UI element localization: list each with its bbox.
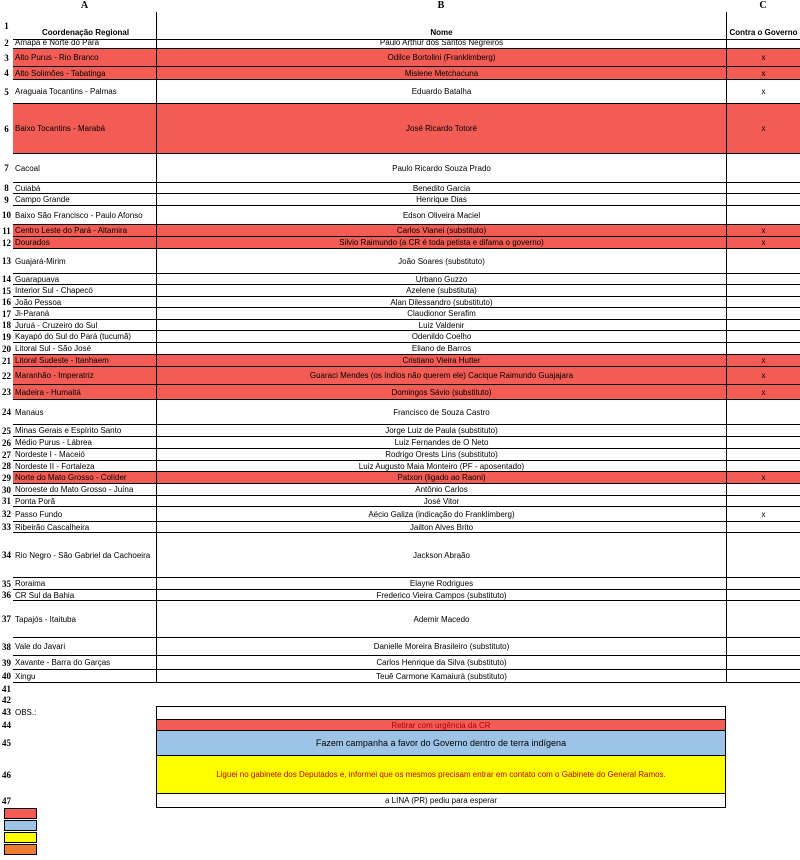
cell-nome[interactable]: Teuê Carmone Kamaiurá (substituto) xyxy=(156,670,726,683)
cell-nome[interactable]: Urbano Guzzo xyxy=(156,274,726,285)
cell-coordenacao[interactable]: Kayapó do Sul do Pará (tucumã) xyxy=(13,331,156,343)
obs-label[interactable]: OBS.: xyxy=(15,708,37,717)
column-header-c[interactable]: C xyxy=(759,0,767,11)
column-header-a[interactable]: A xyxy=(80,0,89,11)
row-number[interactable]: 11 xyxy=(2,226,11,236)
cell-nome[interactable]: Luiz Valdenir xyxy=(156,320,726,331)
cell-nome[interactable]: Odenildo Coelho xyxy=(156,331,726,343)
row-number[interactable]: 39 xyxy=(2,658,11,668)
cell-coordenacao[interactable]: Maranhão - Imperatriz xyxy=(13,367,156,385)
cell-contra-governo[interactable] xyxy=(726,461,800,472)
row-number[interactable]: 28 xyxy=(2,461,11,471)
table-row xyxy=(0,367,800,385)
table-row xyxy=(0,49,800,67)
cell-coordenacao[interactable]: Médio Purus - Lábrea xyxy=(13,437,156,449)
row-number[interactable]: 30 xyxy=(2,485,11,495)
obs-item-47[interactable]: a LINA (PR) pediu para esperar xyxy=(156,794,726,808)
header-contra-governo[interactable]: Contra o Governo xyxy=(726,12,800,40)
legend-swatch-orange xyxy=(4,844,37,855)
cell-nome[interactable]: Ademir Macedo xyxy=(156,601,726,638)
cell-contra-governo[interactable] xyxy=(726,449,800,461)
table-row xyxy=(0,104,800,154)
row-number[interactable]: 40 xyxy=(2,671,11,681)
cell-nome[interactable]: Aécio Galiza (indicação do Franklimberg) xyxy=(156,507,726,522)
cell-contra-governo[interactable]: x xyxy=(726,355,800,367)
cell-nome[interactable]: José Ricardo Totoré xyxy=(156,104,726,154)
row-number[interactable]: 37 xyxy=(2,614,11,624)
table-row xyxy=(0,274,800,285)
cell-coordenacao[interactable]: Xavante - Barra do Garças xyxy=(13,656,156,670)
cell-coordenacao[interactable]: Baixo Tocantins - Marabá xyxy=(13,104,156,154)
cell-nome[interactable]: Eduardo Batalha xyxy=(156,80,726,104)
obs-item-44[interactable]: Retirar com urgência da CR xyxy=(156,719,726,731)
obs-item-row xyxy=(0,731,800,756)
cell-contra-governo[interactable]: x xyxy=(726,507,800,522)
cell-coordenacao[interactable]: Tapajós - Itaituba xyxy=(13,601,156,638)
cell-coordenacao[interactable]: Cuiabá xyxy=(13,183,156,194)
cell-nome[interactable]: Patxon (ligado ao Raoni) xyxy=(156,472,726,484)
cell-nome[interactable]: Edson Oliveira Maciel xyxy=(156,206,726,225)
cell-coordenacao[interactable]: Litoral Sudeste - Itanhaem xyxy=(13,355,156,367)
cell-contra-governo[interactable]: x xyxy=(726,80,800,104)
row-number[interactable]: 1 xyxy=(4,21,9,31)
cell-coordenacao[interactable]: Baixo São Francisco - Paulo Afonso xyxy=(13,206,156,225)
cell-nome[interactable]: Jackson Abraão xyxy=(156,533,726,578)
cell-coordenacao[interactable]: Ribeirão Cascalheira xyxy=(13,522,156,533)
table-row xyxy=(0,507,800,522)
row-number[interactable]: 42 xyxy=(2,695,11,705)
cell-coordenacao[interactable]: Minas Gerais e Espírito Santo xyxy=(13,425,156,437)
cell-coordenacao[interactable]: Ji-Paraná xyxy=(13,308,156,320)
empty-row xyxy=(0,695,800,706)
cell-nome[interactable]: Jailton Alves Brito xyxy=(156,522,726,533)
cell-coordenacao[interactable]: Noroeste do Mato Grosso - Juína xyxy=(13,484,156,496)
row-number[interactable]: 25 xyxy=(2,426,11,436)
table-row xyxy=(0,355,800,367)
row-number[interactable]: 6 xyxy=(4,124,9,134)
table-row xyxy=(0,472,800,484)
cell-coordenacao[interactable]: Passo Fundo xyxy=(13,507,156,522)
cell-nome[interactable]: Guaraci Mendes (os índios não querem ele) Cacique Raimundo Guajajara xyxy=(156,367,726,385)
cell-nome[interactable]: Luiz Augusto Maia Monteiro (PF - aposentado) xyxy=(156,461,726,472)
cell-contra-governo[interactable] xyxy=(726,343,800,355)
cell-nome[interactable]: Antônio Carlos xyxy=(156,484,726,496)
cell-nome[interactable]: José Vitor xyxy=(156,496,726,507)
table-row xyxy=(0,400,800,425)
row-number[interactable]: 45 xyxy=(2,738,11,748)
cell-contra-governo[interactable] xyxy=(726,522,800,533)
cell-nome[interactable]: Silvio Raimundo (a CR é toda petista e difama o governo) xyxy=(156,237,726,249)
row-number[interactable]: 5 xyxy=(4,87,9,97)
empty-row xyxy=(0,683,800,695)
cell-contra-governo[interactable] xyxy=(726,206,800,225)
header-nome[interactable]: Nome xyxy=(156,12,726,40)
cell-nome[interactable]: Frederico Vieira Campos (substituto) xyxy=(156,590,726,601)
table-row xyxy=(0,533,800,578)
cell-contra-governo[interactable] xyxy=(726,656,800,670)
row-number[interactable]: 26 xyxy=(2,438,11,448)
obs-empty-cell[interactable] xyxy=(156,706,726,719)
cell-contra-governo[interactable] xyxy=(726,533,800,578)
row-number[interactable]: 44 xyxy=(2,720,11,730)
cell-coordenacao[interactable]: João Pessoa xyxy=(13,297,156,308)
cell-coordenacao[interactable]: Alto Solimões - Tabatinga xyxy=(13,67,156,80)
cell-nome[interactable]: Cristiano Vieira Hutter xyxy=(156,355,726,367)
table-row xyxy=(0,225,800,237)
cell-contra-governo[interactable] xyxy=(726,638,800,656)
table-row xyxy=(0,425,800,437)
table-row xyxy=(0,638,800,656)
table-row xyxy=(0,249,800,274)
row-number[interactable]: 2 xyxy=(4,38,9,48)
table-row xyxy=(0,484,800,496)
cell-nome[interactable]: João Soares (substituto) xyxy=(156,249,726,274)
row-number[interactable]: 43 xyxy=(2,707,11,717)
cell-coordenacao[interactable]: Cacoal xyxy=(13,154,156,183)
row-number[interactable]: 9 xyxy=(4,195,9,205)
cell-contra-governo[interactable] xyxy=(726,37,800,49)
cell-coordenacao[interactable]: Juruá - Cruzeiro do Sul xyxy=(13,320,156,331)
table-row xyxy=(0,522,800,533)
cell-contra-governo[interactable] xyxy=(726,154,800,183)
table-row xyxy=(0,206,800,225)
cell-nome[interactable]: Mislene Metchacuna xyxy=(156,67,726,80)
cell-coordenacao[interactable]: Rio Negro - São Gabriel da Cachoeira xyxy=(13,533,156,578)
row-number[interactable]: 47 xyxy=(2,796,11,806)
row-number[interactable]: 8 xyxy=(4,183,9,193)
table-row xyxy=(0,37,800,49)
table-row xyxy=(0,154,800,183)
cell-nome[interactable]: Odilce Bortolini (Franklimberg) xyxy=(156,49,726,67)
cell-contra-governo[interactable] xyxy=(726,297,800,308)
header-row xyxy=(0,12,800,40)
row-number[interactable]: 7 xyxy=(4,163,9,173)
cell-coordenacao[interactable]: Centro Leste do Pará - Altamira xyxy=(13,225,156,237)
cell-contra-governo[interactable]: x xyxy=(726,385,800,400)
cell-contra-governo[interactable]: x xyxy=(726,104,800,154)
cell-contra-governo[interactable] xyxy=(726,590,800,601)
row-number[interactable]: 14 xyxy=(2,274,11,284)
cell-coordenacao[interactable]: Nordeste II - Fortaleza xyxy=(13,461,156,472)
cell-nome[interactable]: Eliano de Barros xyxy=(156,343,726,355)
cell-coordenacao[interactable]: Alto Purus - Rio Branco xyxy=(13,49,156,67)
row-number[interactable]: 27 xyxy=(2,450,11,460)
row-number[interactable]: 31 xyxy=(2,496,11,506)
obs-item-46[interactable]: Liguei no gabinete dos Deputados e, informei que os mesmos precisam entrar em contato com o Gabinete do General Ramos. xyxy=(156,756,726,794)
table-row xyxy=(0,578,800,590)
cell-contra-governo[interactable] xyxy=(726,285,800,297)
cell-contra-governo[interactable]: x xyxy=(726,367,800,385)
obs-item-row xyxy=(0,794,800,808)
cell-contra-governo[interactable] xyxy=(726,670,800,683)
row-number[interactable]: 19 xyxy=(2,332,11,342)
legend-swatch-red xyxy=(4,808,37,819)
row-number[interactable]: 36 xyxy=(2,590,11,600)
table-row xyxy=(0,285,800,297)
table-row xyxy=(0,183,800,194)
cell-nome[interactable]: Danielle Moreira Brasileiro (substituto) xyxy=(156,638,726,656)
row-number[interactable]: 12 xyxy=(2,238,11,248)
cell-coordenacao[interactable]: Nordeste I - Maceió xyxy=(13,449,156,461)
table-row xyxy=(0,80,800,104)
cell-contra-governo[interactable]: x xyxy=(726,472,800,484)
cell-nome[interactable]: Benedito Garcia xyxy=(156,183,726,194)
cell-contra-governo[interactable] xyxy=(726,194,800,206)
cell-coordenacao[interactable]: Manaus xyxy=(13,400,156,425)
table-row xyxy=(0,237,800,249)
table-row xyxy=(0,601,800,638)
cell-nome[interactable]: Elayne Rodrigues xyxy=(156,578,726,590)
cell-contra-governo[interactable] xyxy=(726,308,800,320)
cell-nome[interactable]: Paulo Arthur dos Santos Negreiros xyxy=(156,37,726,49)
cell-coordenacao[interactable]: Guarapuava xyxy=(13,274,156,285)
cell-contra-governo[interactable]: x xyxy=(726,49,800,67)
cell-nome[interactable]: Rodrigo Orests Lins (substituto) xyxy=(156,449,726,461)
row-number[interactable]: 21 xyxy=(2,356,11,366)
row-number[interactable]: 23 xyxy=(2,387,11,397)
column-header-b[interactable]: B xyxy=(437,0,445,11)
row-number[interactable]: 35 xyxy=(2,579,11,589)
row-number[interactable]: 10 xyxy=(2,210,11,220)
row-number[interactable]: 13 xyxy=(2,256,11,266)
table-row xyxy=(0,194,800,206)
cell-contra-governo[interactable] xyxy=(726,249,800,274)
cell-nome[interactable]: Jorge Luiz de Paula (substituto) xyxy=(156,425,726,437)
table-row xyxy=(0,385,800,400)
cell-coordenacao[interactable]: Interior Sul - Chapecó xyxy=(13,285,156,297)
cell-nome[interactable]: Domingos Sávio (substituto) xyxy=(156,385,726,400)
legend-swatch-yellow xyxy=(4,832,37,843)
cell-coordenacao[interactable]: Araguaia Tocantins - Palmas xyxy=(13,80,156,104)
cell-nome[interactable]: Alan Dilessandro (substituto) xyxy=(156,297,726,308)
table-row xyxy=(0,670,800,683)
cell-contra-governo[interactable] xyxy=(726,578,800,590)
cell-coordenacao[interactable]: Norte do Mato Grosso - Colíder xyxy=(13,472,156,484)
cell-nome[interactable]: Henrique Dias xyxy=(156,194,726,206)
cell-contra-governo[interactable]: x xyxy=(726,225,800,237)
cell-contra-governo[interactable] xyxy=(726,331,800,343)
row-number[interactable]: 15 xyxy=(2,286,11,296)
cell-coordenacao[interactable]: Guajará-Mirim xyxy=(13,249,156,274)
cell-nome[interactable]: Azelene (substituta) xyxy=(156,285,726,297)
row-number[interactable]: 3 xyxy=(4,53,9,63)
obs-item-row xyxy=(0,719,800,731)
table-row xyxy=(0,308,800,320)
table-row xyxy=(0,67,800,80)
table-row xyxy=(0,331,800,343)
cell-coordenacao[interactable]: Campo Grande xyxy=(13,194,156,206)
table-row xyxy=(0,449,800,461)
legend-swatch-blue xyxy=(4,820,37,831)
table-row xyxy=(0,320,800,331)
table-row xyxy=(0,656,800,670)
cell-nome[interactable]: Claudionor Serafim xyxy=(156,308,726,320)
row-number[interactable]: 16 xyxy=(2,297,11,307)
cell-contra-governo[interactable] xyxy=(726,320,800,331)
row-number[interactable]: 20 xyxy=(2,344,11,354)
row-number[interactable]: 41 xyxy=(2,684,11,694)
cell-nome[interactable]: Carlos Henrique da Silva (substituto) xyxy=(156,656,726,670)
cell-nome[interactable]: Luiz Fernandes de O Neto xyxy=(156,437,726,449)
table-row xyxy=(0,590,800,601)
cell-contra-governo[interactable] xyxy=(726,601,800,638)
cell-contra-governo[interactable] xyxy=(726,484,800,496)
row-number[interactable]: 17 xyxy=(2,309,11,319)
row-number[interactable]: 29 xyxy=(2,473,11,483)
cell-contra-governo[interactable]: x xyxy=(726,67,800,80)
obs-item-row xyxy=(0,756,800,794)
cell-nome[interactable]: Francisco de Souza Castro xyxy=(156,400,726,425)
table-row xyxy=(0,437,800,449)
obs-row xyxy=(0,706,800,719)
cell-contra-governo[interactable] xyxy=(726,400,800,425)
cell-coordenacao[interactable]: CR Sul da Bahia xyxy=(13,590,156,601)
cell-coordenacao[interactable]: Amapá e Norte do Pará xyxy=(13,37,156,49)
cell-contra-governo[interactable] xyxy=(726,425,800,437)
row-number[interactable]: 33 xyxy=(2,522,11,532)
cell-coordenacao[interactable]: Vale do Javari xyxy=(13,638,156,656)
cell-coordenacao[interactable]: Xingu xyxy=(13,670,156,683)
table-row xyxy=(0,343,800,355)
header-coordenacao[interactable]: Coordenação Regional xyxy=(13,12,156,40)
cell-coordenacao[interactable]: Ponta Porã xyxy=(13,496,156,507)
row-number[interactable]: 38 xyxy=(2,642,11,652)
obs-item-45[interactable]: Fazem campanha a favor do Governo dentro de terra indígena xyxy=(156,731,726,756)
cell-nome[interactable]: Carlos Vianei (substituto) xyxy=(156,225,726,237)
cell-contra-governo[interactable] xyxy=(726,496,800,507)
table-row xyxy=(0,496,800,507)
row-number[interactable]: 46 xyxy=(2,770,11,780)
cell-coordenacao[interactable]: Dourados xyxy=(13,237,156,249)
cell-contra-governo[interactable] xyxy=(726,437,800,449)
row-number[interactable]: 32 xyxy=(2,509,11,519)
row-number[interactable]: 22 xyxy=(2,371,11,381)
row-number[interactable]: 34 xyxy=(2,550,11,560)
cell-coordenacao[interactable]: Roraima xyxy=(13,578,156,590)
row-number[interactable]: 4 xyxy=(4,68,9,78)
cell-contra-governo[interactable]: x xyxy=(726,237,800,249)
cell-nome[interactable]: Paulo Ricardo Souza Prado xyxy=(156,154,726,183)
row-number[interactable]: 24 xyxy=(2,407,11,417)
row-number[interactable]: 18 xyxy=(2,320,11,330)
cell-contra-governo[interactable] xyxy=(726,183,800,194)
cell-contra-governo[interactable] xyxy=(726,274,800,285)
cell-coordenacao[interactable]: Litoral Sul - São José xyxy=(13,343,156,355)
table-row xyxy=(0,461,800,472)
cell-coordenacao[interactable]: Madeira - Humaitá xyxy=(13,385,156,400)
table-row xyxy=(0,297,800,308)
